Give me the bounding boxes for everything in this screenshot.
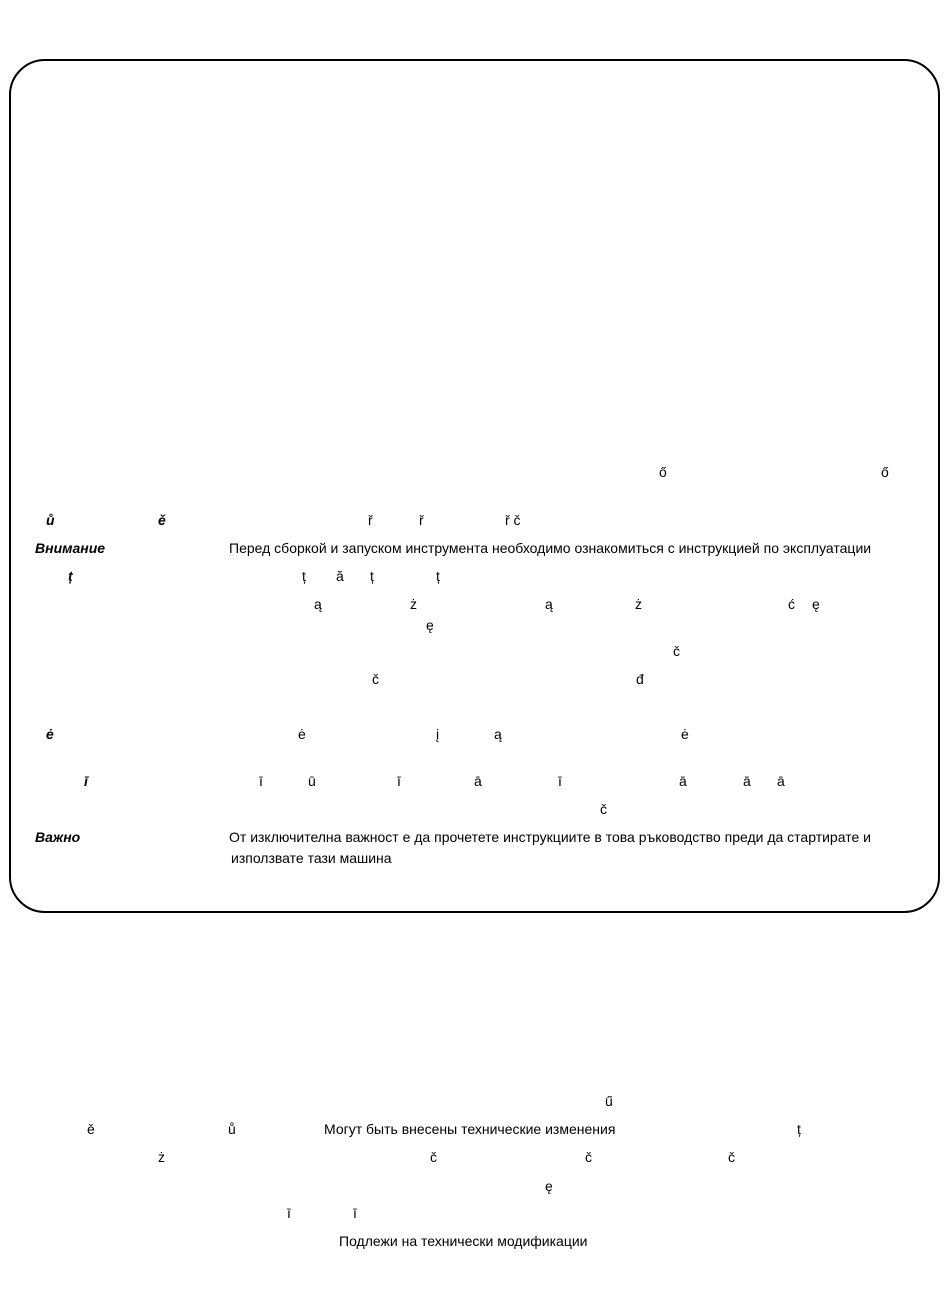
ru-footer-text: Могут быть внесены технические изменения <box>324 1121 616 1137</box>
bg-warning-text: използвате тази машина <box>231 850 392 866</box>
bg-warning-label: Важно <box>35 829 81 845</box>
cz-footer-char: ě <box>87 1121 95 1137</box>
ru-warning-label: Внимание <box>35 540 106 556</box>
lv-text-char: ā <box>743 773 751 789</box>
ro-footer-char: ț <box>797 1121 801 1137</box>
lt-text-char: ė <box>298 726 306 742</box>
cz-text-char: ř <box>368 512 373 528</box>
lv-text-char: ā <box>679 773 687 789</box>
hr-footer-char: č <box>430 1149 437 1165</box>
pl-text-char: ą <box>314 596 322 612</box>
hr-footer-char: č <box>728 1149 735 1165</box>
pl-text-char: ć <box>788 596 795 612</box>
pl-text-char: ż <box>635 596 642 612</box>
lv-text-char: ī <box>259 773 263 789</box>
ru-warning-text: Перед сборкой и запуском инструмента необходимо ознакомиться с инструкцией по эксплуатации <box>229 540 872 556</box>
bg-warning-text: От изключителна важност е да прочетете инструкциите в това ръководство преди да стартирате и <box>229 829 871 845</box>
ro-label-char: ț <box>68 568 73 584</box>
pl-text-char: ę <box>426 617 434 633</box>
hu-char: ő <box>659 464 667 480</box>
lt-text-char: ė <box>681 726 689 742</box>
lv-text-char: ī <box>558 773 562 789</box>
pl-footer-char: ż <box>158 1149 165 1165</box>
pl-text-char: ę <box>812 596 820 612</box>
hu-char: ő <box>881 464 889 480</box>
lv-footer-char: ī <box>287 1205 291 1221</box>
lv-text-char: č <box>600 801 607 817</box>
hr-footer-char: č <box>585 1149 592 1165</box>
lt-text-char: ą <box>494 726 502 742</box>
lv-text-char: ī <box>397 773 401 789</box>
lv-text-char: ā <box>474 773 482 789</box>
ro-text-char: ț <box>302 568 306 584</box>
bg-footer-text: Подлежи на технически модификации <box>339 1233 588 1249</box>
lv-text-char: ū <box>308 773 316 789</box>
lv-text-char: ā <box>777 773 785 789</box>
hu-footer-char: ű <box>605 1093 613 1109</box>
lt-text-char: į <box>436 726 440 742</box>
ro-text-char: ă <box>336 568 344 584</box>
cz-label-char: ů <box>46 512 55 528</box>
pl-footer-char: ę <box>545 1178 553 1194</box>
pl-text-char: ą <box>545 596 553 612</box>
lv-label-char: ī <box>84 773 88 789</box>
cz-label-char: ě <box>158 512 166 528</box>
hr-text-char: đ <box>636 671 644 687</box>
cz-footer-char: ů <box>228 1121 236 1137</box>
ro-text-char: ț <box>370 568 374 584</box>
lv-footer-char: ī <box>353 1205 357 1221</box>
ro-text-char: ț <box>436 568 440 584</box>
cz-text-char: ř <box>419 512 424 528</box>
hr-text-char: č <box>673 643 680 659</box>
cz-text-char: ř č <box>505 512 521 528</box>
hr-text-char: č <box>372 671 379 687</box>
pl-text-char: ż <box>410 596 417 612</box>
lt-label-char: ė <box>46 726 54 742</box>
